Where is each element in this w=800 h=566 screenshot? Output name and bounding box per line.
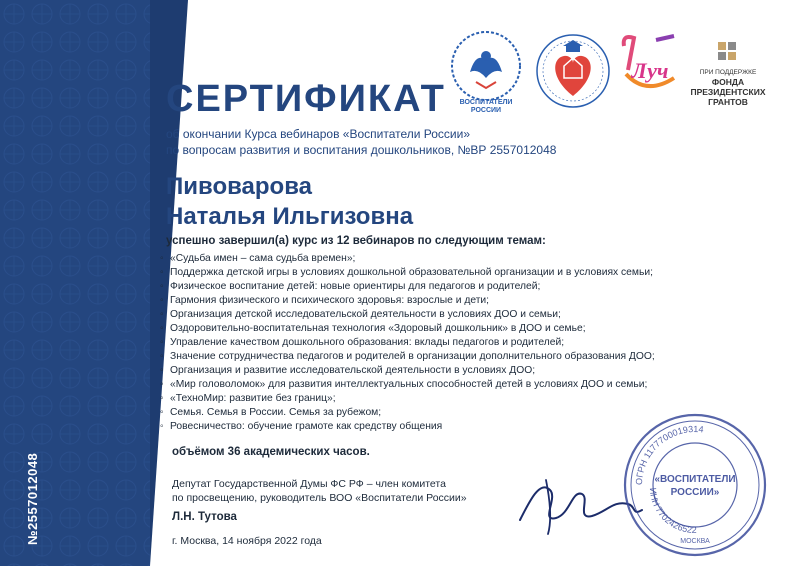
luch-text: Луч xyxy=(631,58,669,83)
svg-text:ВОСПИТАТЕЛИ: ВОСПИТАТЕЛИ xyxy=(459,99,513,106)
certificate-subtitle xyxy=(166,126,556,158)
signer-position-line-2: по просвещению, руководитель ВОО «Воспитатели России» xyxy=(172,492,467,504)
subtitle-line-1: об окончании Курса вебинаров «Воспитатели России» xyxy=(166,127,471,141)
vertical-certificate-number: №2557012048 xyxy=(25,452,40,545)
signer-position xyxy=(172,477,467,505)
certificate-title: СЕРТИФИКАТ xyxy=(166,78,446,120)
svg-text:РОССИИ: РОССИИ xyxy=(470,107,502,114)
official-stamp xyxy=(620,410,770,560)
course-intro: успешно завершил(а) курс из 12 вебинаров по следующим темам: xyxy=(166,235,546,247)
topic-item: ◦ Поддержка детской игры в условиях дошкольной образовательной организации и в условиях семьи; xyxy=(160,266,655,280)
topic-item: ◦ Оздоровительно-воспитательная технология «Здоровый дошкольник» в ДОО и семье; xyxy=(160,322,655,336)
topic-item: ◦ Организация детской исследовательской деятельности в условиях ДОО и семьи; xyxy=(160,308,655,322)
stamp-inn: ИНН 7702426522 xyxy=(647,487,697,536)
fund-name-line3: ГРАНТОВ xyxy=(708,97,748,107)
topic-item: ◦ Организация и развитие исследовательской деятельности в условиях ДОО; xyxy=(160,364,655,378)
recipient-surname: Пивоварова xyxy=(166,173,312,200)
place-and-date: г. Москва, 14 ноября 2022 года xyxy=(172,535,322,547)
svg-text:РОССИИ»: РОССИИ» xyxy=(670,487,720,498)
fund-name-line1: ФОНДА xyxy=(711,77,745,87)
topic-item: ◦ «ТехноМир: развитие без границ»; xyxy=(160,392,655,406)
vospitateli-rossii-logo xyxy=(446,26,526,116)
fund-pre-text: ПРИ ПОДДЕРЖКЕ xyxy=(699,69,757,76)
subtitle-line-2: по вопросам развития и воспитания дошкольников, №ВР 2557012048 xyxy=(166,143,557,157)
presidential-grants-fund-logo xyxy=(688,40,768,107)
topic-item: ◦ Семья. Семья в России. Семья за рубежом; xyxy=(160,406,655,420)
fund-emblem-icon xyxy=(714,40,742,64)
heart-house-logo xyxy=(534,26,612,116)
svg-text:«ВОСПИТАТЕЛИ: «ВОСПИТАТЕЛИ xyxy=(654,474,736,485)
left-decorative-band xyxy=(0,0,150,566)
luch-logo xyxy=(616,26,682,116)
signer-position-line-1: Депутат Государственной Думы ФС РФ – член комитета xyxy=(172,478,446,490)
course-hours: объёмом 36 академических часов. xyxy=(172,446,370,458)
topic-item: ◦ Ровесничество: обучение грамоте как средству общения xyxy=(160,420,655,434)
topic-item: ◦ Управление качеством дошкольного образования: вклады педагогов и родителей; xyxy=(160,336,655,350)
recipient-name xyxy=(166,172,413,232)
topic-item: ◦ «Мир головоломок» для развития интеллектуальных способностей детей в условиях ДОО и семьи; xyxy=(160,378,655,392)
topic-item: ◦ «Судьба имен – сама судьба времен»; xyxy=(160,252,655,266)
recipient-given-names: Наталья Ильгизовна xyxy=(166,203,414,230)
topic-item: ◦ Физическое воспитание детей: новые ориентиры для педагогов и родителей; xyxy=(160,280,655,294)
stamp-ogrn: ОГРН 1177700019314 xyxy=(633,423,705,486)
topic-item: ◦ Гармония физического и психического здоровья: взрослые и дети; xyxy=(160,294,655,308)
band-pattern xyxy=(0,0,150,566)
topic-item: ◦ Значение сотрудничества педагогов и родителей в организации дополнительного образования ДОО; xyxy=(160,350,655,364)
topics-list xyxy=(160,252,655,434)
fund-name-line2: ПРЕЗИДЕНТСКИХ xyxy=(690,87,766,97)
signer-name: Л.Н. Тутова xyxy=(172,511,237,523)
stamp-city: МОСКВА xyxy=(680,538,710,545)
